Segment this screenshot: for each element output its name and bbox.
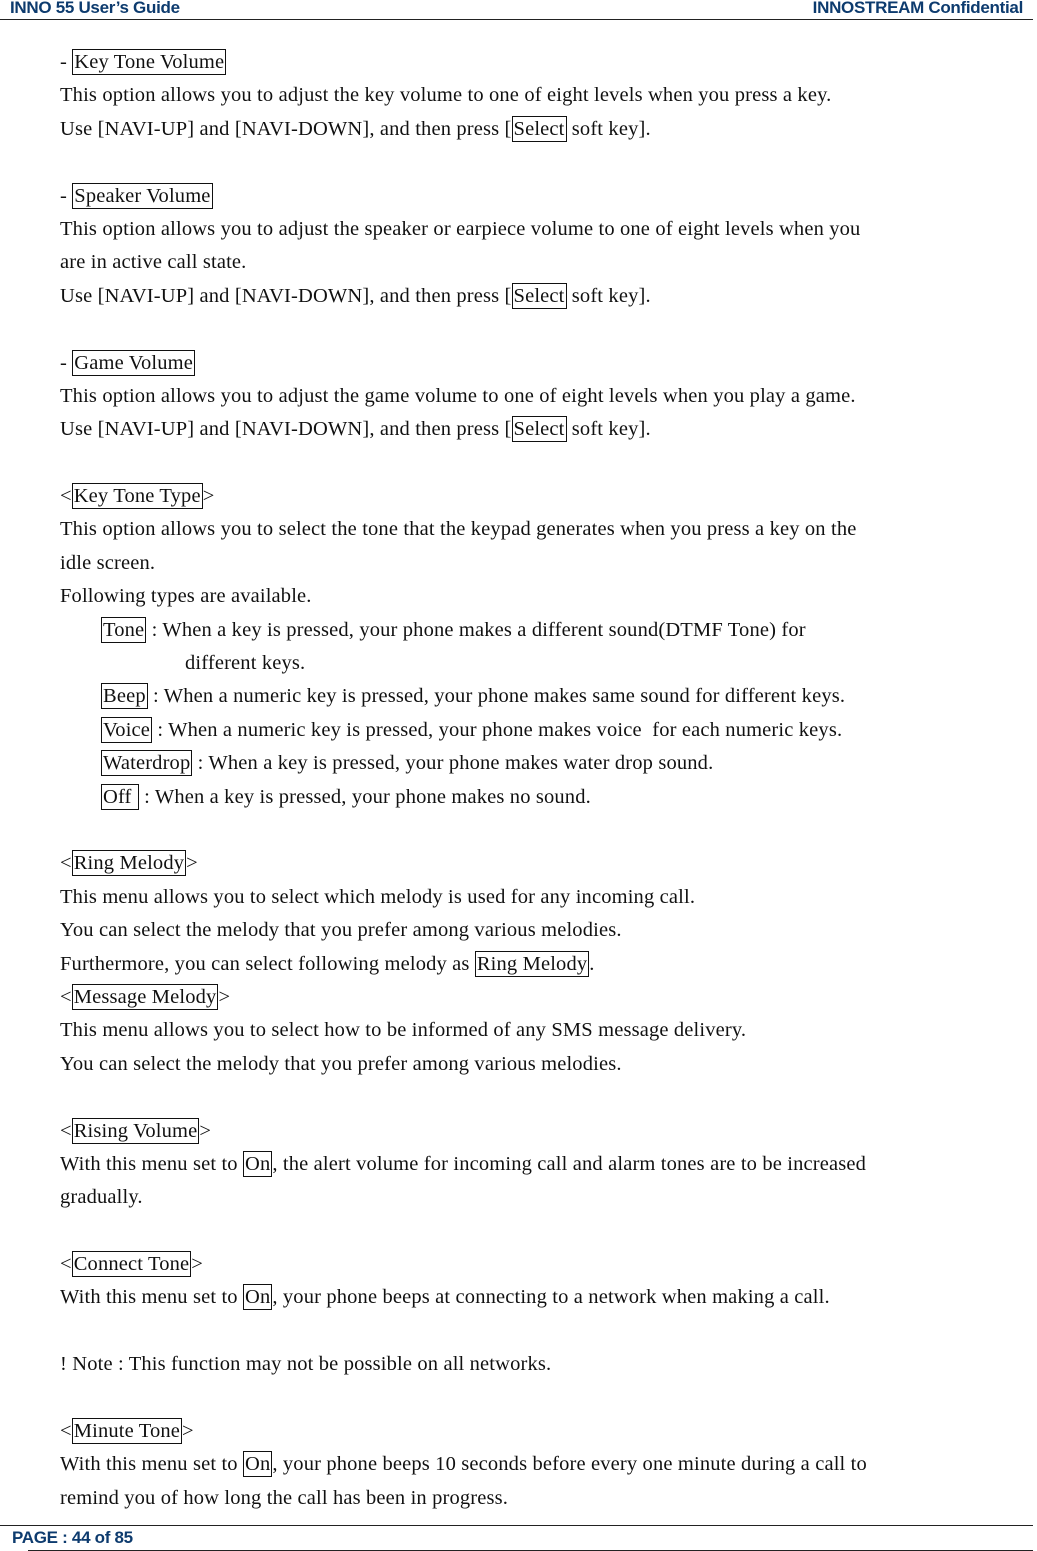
text-segment: , the alert volume for incoming call and alarm tones are to be increased [272, 1152, 867, 1175]
text-segment: - [60, 184, 73, 207]
boxed-term: On [244, 1286, 271, 1309]
text-segment: Furthermore, you can select following melody as [60, 952, 475, 975]
text-segment: - [60, 51, 73, 73]
text-line [60, 1014, 1037, 1047]
text-segment: ! Note : This function may not be possible on all networks. [60, 1353, 552, 1376]
boxed-term: Key Tone Type [73, 485, 201, 508]
text-segment: < [60, 852, 72, 875]
text-segment: are in active call state. [60, 251, 247, 274]
text-segment: > [182, 1420, 194, 1443]
boxed-term: Waterdrop [103, 752, 191, 775]
blank-line [60, 814, 1037, 847]
text-segment: , your phone beeps at connecting to a network when making a call. [272, 1286, 830, 1309]
text-segment: Use [NAVI-UP] and [NAVI-DOWN], and then press [ [60, 418, 512, 441]
text-line [60, 180, 1037, 213]
text-line [60, 781, 1037, 814]
text-line [60, 1415, 1037, 1448]
text-line [60, 113, 1037, 146]
blank-line [60, 1382, 1037, 1415]
text-line [60, 1281, 1037, 1314]
text-line [60, 1048, 1037, 1081]
text-line [60, 513, 1037, 546]
text-line [60, 547, 1037, 580]
text-line [60, 948, 1037, 981]
text-segment: > [218, 985, 231, 1008]
text-segment: : When a key is pressed, your phone makes water drop sound. [192, 752, 714, 775]
boxed-term: Ring Melody [73, 852, 185, 875]
blank-line [60, 313, 1037, 346]
text-segment: This menu allows you to select how to be informed of any SMS message delivery. [60, 1019, 747, 1042]
text-line [60, 714, 1037, 747]
page-header [0, 0, 1033, 20]
text-segment: : When a key is pressed, your phone makes a different sound(DTMF Tone) for [146, 618, 806, 641]
text-segment: < [60, 1420, 72, 1443]
text-line [60, 1482, 1037, 1515]
text-line [60, 1348, 1037, 1381]
text-segment: Use [NAVI-UP] and [NAVI-DOWN], and then press [ [60, 284, 512, 307]
boxed-term: Minute Tone [73, 1420, 181, 1443]
text-segment: You can select the melody that you prefer among various melodies. [60, 919, 622, 942]
text-segment: : When a key is pressed, your phone makes no sound. [138, 785, 591, 808]
boxed-term: Select [513, 284, 565, 307]
text-line [60, 580, 1037, 613]
text-line [60, 380, 1037, 413]
boxed-term: On [244, 1152, 271, 1175]
text-segment: soft key]. [566, 117, 651, 140]
text-line [60, 1115, 1037, 1148]
text-line [60, 213, 1037, 246]
text-line [60, 881, 1037, 914]
document-body [60, 46, 1037, 1515]
text-segment: - [60, 351, 73, 374]
boxed-term: Game Volume [74, 351, 194, 374]
boxed-term: Select [513, 418, 565, 441]
text-segment: > [199, 1119, 212, 1142]
text-line [60, 981, 1037, 1014]
text-line [60, 347, 1037, 380]
text-segment: This option allows you to adjust the key volume to one of eight levels when you press a key. [60, 84, 832, 107]
blank-line [60, 1215, 1037, 1248]
text-line [60, 46, 1037, 79]
text-line [60, 847, 1037, 880]
text-segment: < [60, 485, 72, 508]
text-segment: different keys. [185, 652, 306, 675]
text-segment: Following types are available. [60, 585, 312, 608]
text-line [60, 413, 1037, 446]
boxed-term: Select [513, 117, 565, 140]
boxed-term: Message Melody [73, 985, 217, 1008]
text-segment: . [589, 952, 595, 975]
text-line [60, 79, 1037, 112]
text-line [60, 1181, 1037, 1214]
boxed-term: Ring Melody [476, 952, 588, 975]
blank-line [60, 146, 1037, 179]
text-segment: soft key]. [566, 284, 651, 307]
boxed-term: Voice [103, 718, 151, 741]
text-line [60, 614, 1037, 647]
text-segment: You can select the melody that you prefer among various melodies. [60, 1052, 622, 1075]
header-title: INNO 55 User’s Guide [10, 0, 180, 17]
text-segment: Use [NAVI-UP] and [NAVI-DOWN], and then press [ [60, 117, 512, 140]
text-segment: With this menu set to [60, 1286, 243, 1309]
blank-line [60, 447, 1037, 480]
text-segment: > [186, 852, 198, 875]
text-segment: : When a numeric key is pressed, your phone makes same sound for different keys. [147, 685, 846, 708]
text-segment: < [60, 1253, 72, 1276]
boxed-term: Rising Volume [73, 1119, 198, 1142]
text-line [60, 480, 1037, 513]
text-segment: gradually. [60, 1186, 143, 1209]
boxed-term: On [244, 1453, 271, 1476]
text-segment: This option allows you to adjust the game volume to one of eight levels when you play a game. [60, 384, 856, 407]
text-line [60, 246, 1037, 279]
text-segment: With this menu set to [60, 1453, 243, 1476]
boxed-term: Tone [103, 618, 145, 641]
text-line [60, 1248, 1037, 1281]
text-line [60, 1448, 1037, 1481]
page-footer [0, 1525, 1033, 1551]
text-segment: > [191, 1253, 203, 1276]
boxed-term: Beep [103, 685, 146, 708]
text-segment: This option allows you to adjust the speaker or earpiece volume to one of eight levels when you [60, 217, 861, 240]
text-line [60, 680, 1037, 713]
boxed-term: Key Tone Volume [74, 51, 225, 73]
blank-line [60, 1081, 1037, 1114]
text-line [60, 647, 1037, 680]
text-line [60, 747, 1037, 780]
text-line [60, 280, 1037, 313]
text-segment: > [202, 485, 215, 508]
page-number: PAGE : 44 of 85 [12, 1528, 133, 1547]
text-segment: idle screen. [60, 551, 156, 574]
blank-line [60, 1315, 1037, 1348]
text-line [60, 914, 1037, 947]
boxed-term: Connect Tone [73, 1253, 190, 1276]
text-segment: , your phone beeps 10 seconds before every one minute during a call to [272, 1453, 867, 1476]
text-segment: This option allows you to select the tone that the keypad generates when you press a key on the [60, 518, 857, 541]
text-segment: This menu allows you to select which melody is used for any incoming call. [60, 885, 696, 908]
text-segment: With this menu set to [60, 1152, 243, 1175]
text-segment: < [60, 1119, 72, 1142]
header-confidential: INNOSTREAM Confidential [812, 0, 1023, 17]
text-segment: soft key]. [566, 418, 651, 441]
text-segment: : When a numeric key is pressed, your phone makes voice for each numeric keys. [152, 718, 843, 741]
text-segment: < [60, 985, 72, 1008]
boxed-term: Off [103, 785, 137, 808]
boxed-term: Speaker Volume [74, 184, 211, 207]
text-line [60, 1148, 1037, 1181]
text-segment: remind you of how long the call has been in progress. [60, 1486, 509, 1509]
